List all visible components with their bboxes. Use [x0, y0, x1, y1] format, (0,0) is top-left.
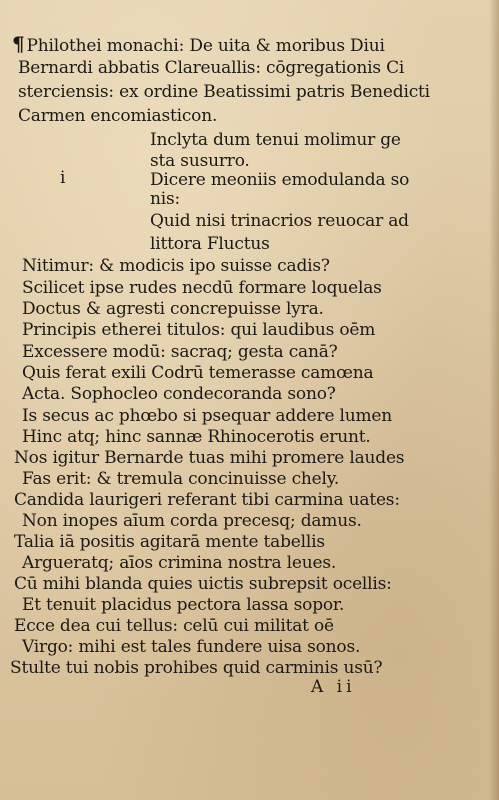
heading-line-4: Carmen encomiasticon. [18, 106, 218, 126]
verse-line: Is secus ac phœbo si psequar addere lumen [22, 406, 393, 426]
verse-line: Acta. Sophocleo condecoranda sono? [22, 384, 336, 404]
verse-line: Virgo: mihi est tales fundere uisa sonos. [22, 637, 361, 657]
verse-line: Ecce dea cui tellus: celū cui militat oē [14, 616, 334, 636]
verse-line: Candida laurigeri referant tibi carmina uates: [14, 490, 400, 510]
verse-line: Excessere modū: sacraq; gesta canā? [22, 342, 338, 362]
heading-line-2: Bernardi abbatis Clareuallis: cōgregationis Ci [18, 58, 405, 78]
verse-line: Principis etherei titulos: qui laudibus oēm [22, 320, 376, 340]
heading-line-3: sterciensis: ex ordine Beatissimi patris Benedicti [18, 82, 430, 102]
page-edge-shadow [489, 0, 499, 800]
margin-marker: i [60, 168, 66, 188]
verse-line: Et tenuit placidus pectora lassa sopor. [22, 595, 345, 615]
verse-line: Quis ferat exili Codrū temerasse camœna [22, 363, 374, 383]
verse-line: Non inopes aīum corda precesq; damus. [22, 511, 362, 531]
verse-line: Stulte tui nobis prohibes quid carminis usū? [10, 658, 383, 678]
verse-line: Quid nisi trinacrios reuocar ad [150, 211, 409, 231]
verse-line: nis: [150, 189, 181, 209]
verse-line: Inclyta dum tenui molimur ge [150, 130, 401, 150]
verse-line: littora Fluctus [150, 234, 270, 254]
heading-line-1 [12, 34, 385, 56]
verse-line: Dicere meoniis emodulanda so [150, 170, 410, 190]
signature-mark: A ii [311, 677, 356, 697]
pilcrow-icon: ¶ [12, 32, 25, 56]
verse-line: Fas erit: & tremula concinuisse chely. [22, 469, 340, 489]
verse-line: sta susurro. [150, 151, 250, 171]
verse-line: Hinc atq; hinc sannæ Rhinocerotis erunt. [22, 427, 371, 447]
verse-line: Nos igitur Bernarde tuas mihi promere laudes [14, 448, 405, 468]
verse-line: Talia iā positis agitarā mente tabellis [14, 532, 325, 552]
verse-line: Scilicet ipse rudes necdū formare loquelas [22, 278, 382, 298]
heading-line-1-text: Philothei monachi: De uita & moribus Diui [26, 36, 385, 56]
verse-line: Cū mihi blanda quies uictis subrepsit ocellis: [14, 574, 392, 594]
verse-line: Argueratq; aīos crimina nostra leues. [22, 553, 337, 573]
verse-line: Doctus & agresti concrepuisse lyra. [22, 299, 324, 319]
verse-line: Nitimur: & modicis ipo suisse cadis? [22, 256, 330, 276]
